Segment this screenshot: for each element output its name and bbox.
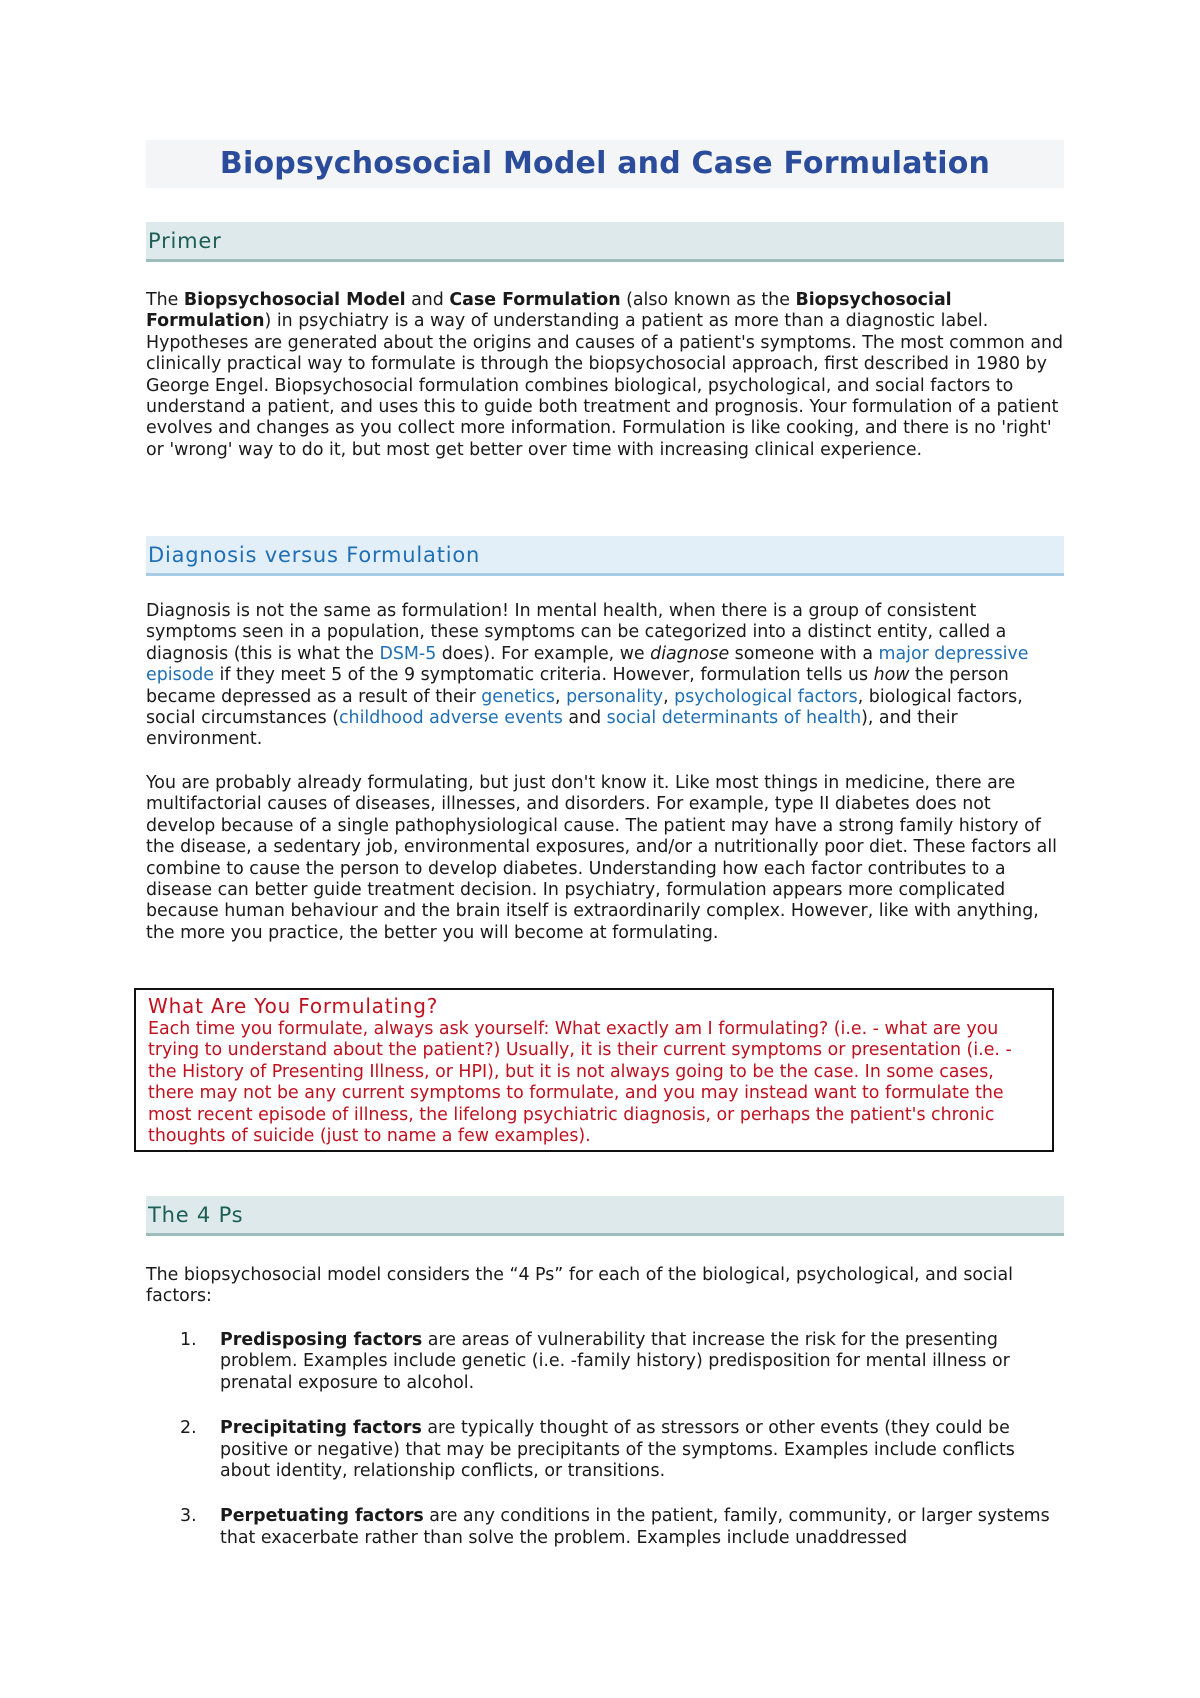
- text-run: someone with a: [729, 643, 879, 664]
- link-psychological-factors[interactable]: psychological factors: [674, 686, 858, 707]
- callout-box: [134, 988, 1054, 1152]
- list-item: [146, 1506, 1064, 1549]
- bold-term: Case Formulation: [449, 290, 621, 310]
- page-title: Biopsychosocial Model and Case Formulation: [219, 146, 991, 181]
- bold-term: Predisposing factors: [220, 1330, 423, 1350]
- list-number: 1.: [180, 1330, 197, 1350]
- link-major-depressive-episode[interactable]: major depressive episode: [146, 643, 1029, 686]
- list-item: [146, 1418, 1064, 1482]
- text-run: ) in psychiatry is a way of understanding a patient as more than a diagnostic label. Hypotheses are generated about the origins and causes of a patient's symptoms. The most common and clinically practical way to formulate is through the biopsychosocial approach, first described in 1980 by George Engel. Biopsychosocial formulation combines biological, psychological, and social factors to understand a patient, and uses this to guide both treatment and prognosis. Your formulation of a patient evolves and changes as you collect more information. Formulation is like cooking, and there is no 'right' or 'wrong' way to do it, but most get better over time with increasing clinical experience.: [146, 311, 1064, 460]
- callout-title: What Are You Formulating?: [148, 994, 439, 1018]
- text-run: are areas of vulnerability that increase the risk for the presenting problem. Examples include genetic (i.e. -family history) predisposition for mental illness or prenatal exposure to alcohol.: [220, 1330, 1010, 1393]
- text-run: if they meet 5 of the 9 symptomatic criteria. However, formulation tells us: [214, 665, 874, 686]
- bold-term: Biopsychosocial Model: [183, 290, 406, 310]
- text-run: ), and their environment.: [146, 708, 958, 750]
- text-run: does). For example, we: [436, 643, 651, 664]
- text-run: The: [146, 290, 184, 310]
- text-run: and: [405, 290, 450, 310]
- italic-term: how: [873, 665, 910, 686]
- callout-text: Each time you formulate, always ask yourself: What exactly am I formulating? (i.e. - what are you trying to understand about the patient?) Usually, it is their current symptoms or presentation (i.e. - the History of Presenting Illness, or HPI), but it is not always going to be the case. In some cases, there may not be any current symptoms to formulate, and you may instead want to formulate the most recent episode of illness, the lifelong psychiatric diagnosis, or perhaps the patient's chronic thoughts of suicide (just to name a few examples).: [148, 1019, 1012, 1147]
- section-title-diagnosis: Diagnosis versus Formulation: [148, 543, 481, 567]
- text-run: and: [562, 708, 607, 729]
- bold-term: Perpetuating factors: [220, 1506, 424, 1527]
- section-header-diagnosis: [146, 536, 1064, 576]
- bold-term: Precipitating factors: [220, 1418, 422, 1439]
- link-childhood-adverse-events[interactable]: childhood adverse events: [339, 708, 563, 729]
- link-genetics[interactable]: genetics: [481, 686, 555, 707]
- text-run: are typically thought of as stressors or other events (they could be positive or negative) that may be precipitants of the symptoms. Examples include conflicts about identity, relationship conflicts, or transitions.: [220, 1418, 1015, 1482]
- link-dsm-5[interactable]: DSM-5: [379, 643, 437, 664]
- list-item: [146, 1330, 1064, 1394]
- link-social-determinants[interactable]: social determinants of health: [606, 708, 862, 729]
- text-run: Diagnosis is not the same as formulation! In mental health, when there is a group of consistent symptoms seen in a population, these symptoms can be categorized into a distinct entity, called a diagnosis (this is what the: [146, 601, 1007, 664]
- text-run: , biological factors, social circumstances (: [146, 686, 1023, 729]
- title-bar: [146, 140, 1064, 188]
- list-number: 2.: [180, 1418, 197, 1439]
- section-title-4ps: The 4 Ps: [148, 1203, 244, 1227]
- diagnosis-paragraph-2: You are probably already formulating, but just don't know it. Like most things in medicine, there are multifactorial causes of diseases, illnesses, and disorders. For example, type II diabetes does not develop because of a single pathophysiological cause. The patient may have a strong family history of the disease, a sedentary job, environmental exposures, and/or a nutritionally poor diet. These factors all combine to cause the person to develop diabetes. Understanding how each factor contributes to a disease can better guide treatment decision. In psychiatry, formulation appears more complicated because human behaviour and the brain itself is extraordinarily complex. However, like with anything, the more you practice, the better you will become at formulating.: [146, 773, 1057, 943]
- diagnosis-paragraph-1: [146, 601, 1064, 751]
- primer-paragraph: [146, 290, 1064, 461]
- 4ps-intro: The biopsychosocial model considers the “4 Ps” for each of the biological, psychological, and social factors:: [146, 1265, 1013, 1307]
- section-title-primer: Primer: [148, 229, 222, 253]
- factors-list: [146, 1330, 1064, 1573]
- text-run: ,: [663, 686, 675, 707]
- section-header-primer: [146, 222, 1064, 262]
- text-run: ,: [555, 686, 567, 707]
- list-number: 3.: [180, 1506, 197, 1527]
- section-header-4ps: [146, 1196, 1064, 1236]
- text-run: (also known as the: [620, 290, 796, 310]
- text-run: the person became depressed as a result of their: [146, 665, 1009, 707]
- text-run: are any conditions in the patient, family, community, or larger systems that exacerbate rather than solve the problem. Examples include unaddressed: [220, 1506, 1050, 1548]
- italic-term: diagnose: [650, 643, 730, 664]
- link-personality[interactable]: personality: [566, 686, 664, 707]
- bold-term: Biopsychosocial Formulation: [146, 290, 952, 332]
